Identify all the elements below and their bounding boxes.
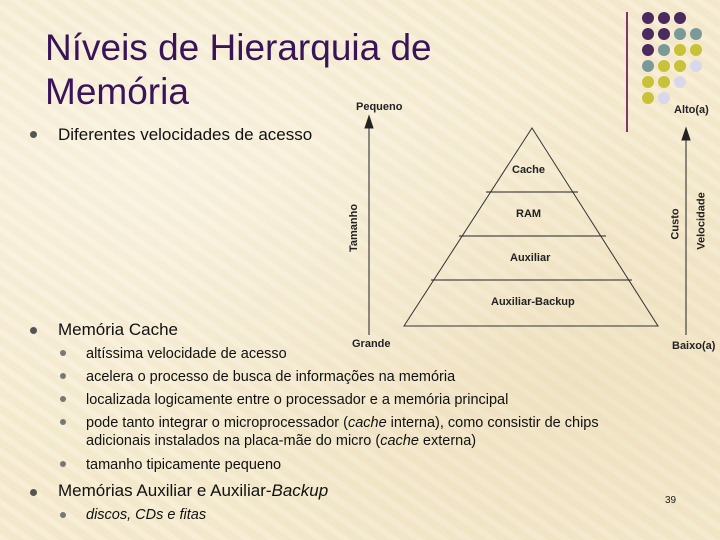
bullet-cache: Memória Cache	[58, 320, 178, 339]
level-auxiliar: Auxiliar	[510, 252, 551, 264]
level-cache: Cache	[512, 164, 546, 176]
page-number: 39	[665, 495, 677, 506]
label-cost-axis: Custo	[669, 208, 682, 240]
label-speed-axis: Velocidade	[695, 192, 708, 250]
label-high: Alto(a)	[674, 104, 709, 116]
level-auxiliar-backup: Auxiliar-Backup	[491, 296, 575, 308]
cache-item: altíssima velocidade de acesso	[86, 346, 287, 362]
aux-item: discos, CDs e fitas	[86, 507, 207, 523]
page-title: Níveis de Hierarquia de Memória	[45, 27, 432, 112]
cache-item-continued: adicionais instalados na placa-mãe do micro (cache externa)	[86, 433, 477, 449]
cache-item: localizada logicamente entre o processador e a memória principal	[86, 392, 509, 408]
label-large: Grande	[352, 338, 391, 350]
cache-item: acelera o processo de busca de informações na memória	[86, 369, 456, 385]
label-size-axis: Tamanho	[348, 203, 361, 253]
label-small: Pequeno	[356, 101, 403, 113]
arrow-up-icon	[365, 116, 373, 128]
arrow-up-icon	[682, 128, 690, 140]
level-ram: RAM	[516, 208, 542, 220]
cache-item: pode tanto integrar o microprocessador (cache interna), como consistir de chips	[86, 415, 599, 431]
label-low: Baixo(a)	[672, 340, 716, 352]
bullet-aux: Memórias Auxiliar e Auxiliar-Backup	[58, 481, 329, 500]
cache-item: tamanho tipicamente pequeno	[86, 457, 282, 473]
bullet-speed: Diferentes velocidades de acesso	[58, 125, 313, 144]
